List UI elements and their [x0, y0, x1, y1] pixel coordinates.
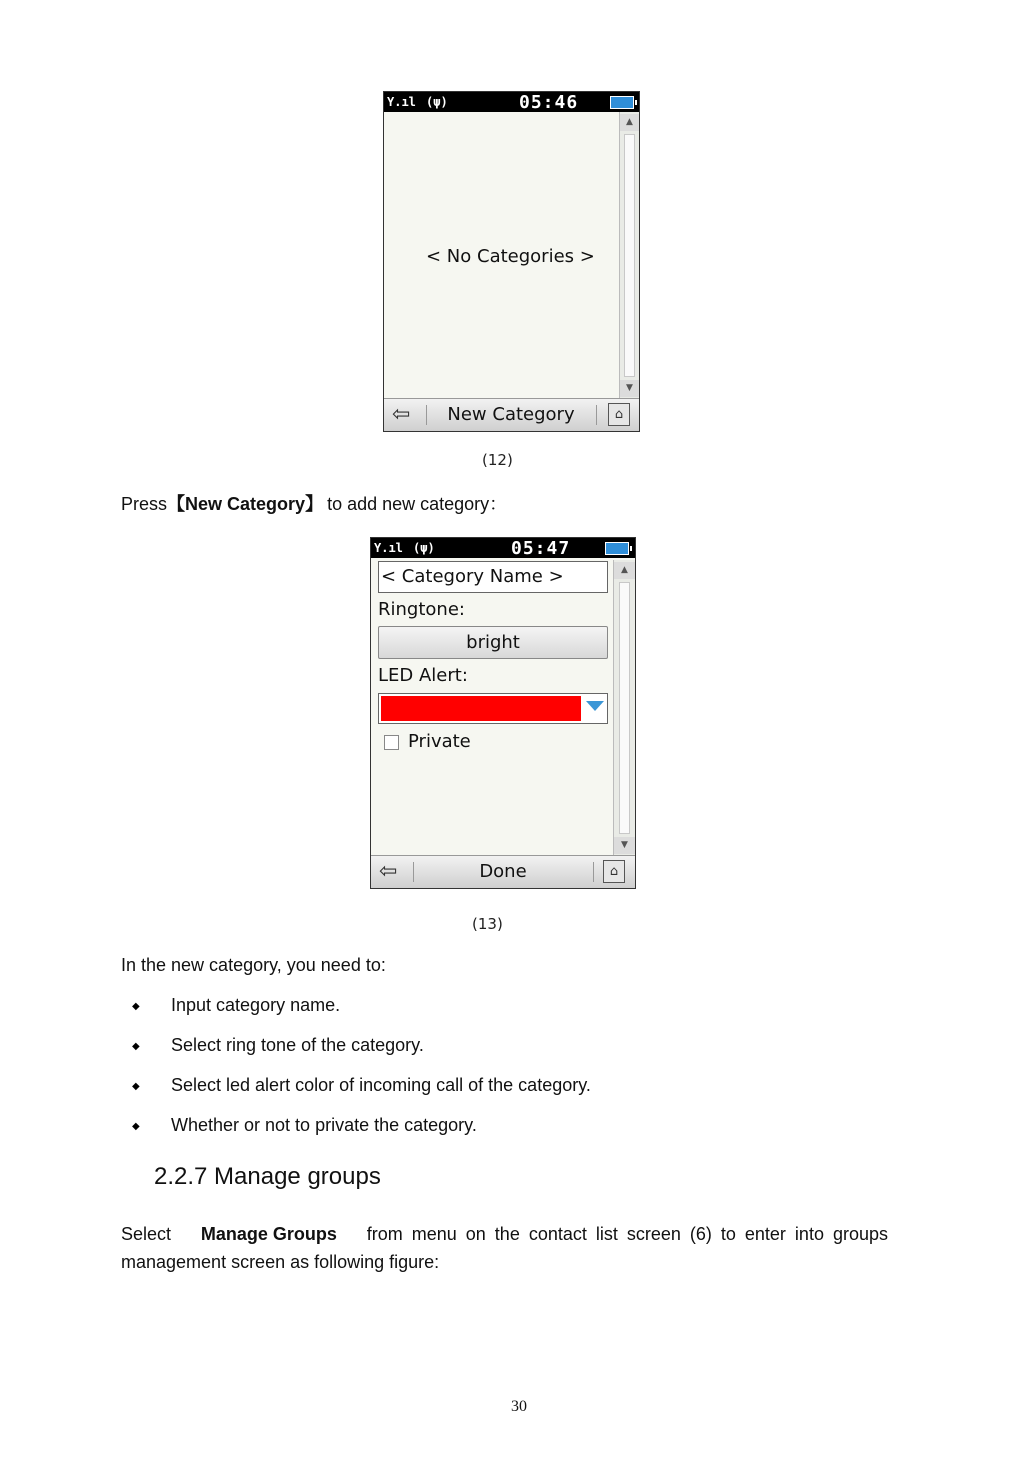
signal-icon: Y.ıl: [387, 95, 416, 109]
softkey-divider: [596, 405, 597, 425]
scroll-track[interactable]: [619, 582, 630, 834]
back-arrow-icon[interactable]: ⇦: [379, 859, 398, 884]
clock: 05:47: [511, 538, 571, 559]
list-item: Input category name.: [171, 995, 341, 1015]
instruction-suffix: to add new category：: [327, 494, 508, 514]
category-name-input[interactable]: [378, 561, 608, 593]
status-bar: [384, 92, 639, 112]
phone-screenshot-no-categories: [383, 91, 640, 432]
instruction-close-bracket: 】: [305, 494, 324, 514]
home-icon[interactable]: ⌂: [603, 860, 625, 883]
scrollbar[interactable]: [619, 112, 639, 399]
instruction-prefix: Press: [121, 494, 168, 514]
scroll-down-icon[interactable]: ▼: [614, 837, 635, 854]
scrollbar[interactable]: [613, 560, 635, 856]
instruction-line: [121, 490, 507, 516]
category-name-placeholder: < Category Name >: [381, 566, 564, 587]
para-prefix: Select: [121, 1224, 172, 1244]
status-bar: [371, 538, 635, 558]
scroll-up-icon[interactable]: ▲: [620, 114, 639, 131]
bullet-icon: ◆: [132, 1081, 140, 1092]
section-heading: 2.2.7 Manage groups: [154, 1163, 381, 1190]
bullet-icon: ◆: [132, 1001, 140, 1012]
softkey-divider: [593, 862, 594, 882]
back-arrow-icon[interactable]: ⇦: [392, 402, 411, 427]
bullet-icon: ◆: [132, 1121, 140, 1132]
done-softkey[interactable]: Done: [479, 861, 527, 882]
section-paragraph-line2: management screen as following figure:: [121, 1252, 440, 1272]
list-item: Whether or not to private the category.: [171, 1115, 477, 1135]
new-category-softkey[interactable]: New Category: [447, 404, 575, 425]
led-alert-dropdown[interactable]: [378, 693, 608, 724]
phone-screenshot-new-category: [370, 537, 636, 889]
para-rest: from menu on the contact list screen (6) to enter into groups: [366, 1224, 888, 1244]
home-icon[interactable]: ⌂: [608, 403, 630, 426]
led-alert-label: LED Alert:: [378, 665, 468, 686]
instruction-open-bracket: 【: [167, 494, 186, 514]
bullet-icon: ◆: [132, 1041, 140, 1052]
instruction-bold: New Category: [185, 494, 306, 514]
figure-caption-13: (13): [472, 915, 503, 933]
softkey-divider: [413, 862, 414, 882]
ringtone-button[interactable]: [378, 626, 608, 659]
section-paragraph-line1: [121, 1224, 888, 1245]
clock: 05:46: [519, 92, 579, 113]
ringtone-label: Ringtone:: [378, 599, 465, 620]
ringtone-value: bright: [466, 632, 520, 653]
figure-caption-12: (12): [482, 451, 513, 469]
battery-icon: [605, 542, 629, 555]
softkey-divider: [426, 405, 427, 425]
antenna-icon: (ψ): [413, 541, 435, 555]
scroll-up-icon[interactable]: ▲: [614, 562, 635, 579]
battery-icon: [610, 96, 634, 109]
led-color-swatch: [381, 696, 581, 721]
list-item: Select led alert color of incoming call of the category.: [171, 1075, 591, 1095]
antenna-icon: (ψ): [426, 95, 448, 109]
intro-text: In the new category, you need to:: [121, 955, 386, 975]
private-checkbox[interactable]: [384, 735, 399, 750]
page-number: 30: [511, 1398, 527, 1415]
private-label: Private: [408, 731, 471, 752]
para-bold: Manage Groups: [200, 1224, 337, 1244]
list-item: Select ring tone of the category.: [171, 1035, 424, 1055]
softkey-bar: [371, 855, 635, 888]
scroll-track[interactable]: [624, 134, 635, 377]
empty-list-text: < No Categories >: [426, 246, 595, 267]
softkey-bar: [384, 398, 639, 431]
chevron-down-icon[interactable]: [586, 701, 604, 711]
scroll-down-icon[interactable]: ▼: [620, 380, 639, 397]
signal-icon: Y.ıl: [374, 541, 403, 555]
